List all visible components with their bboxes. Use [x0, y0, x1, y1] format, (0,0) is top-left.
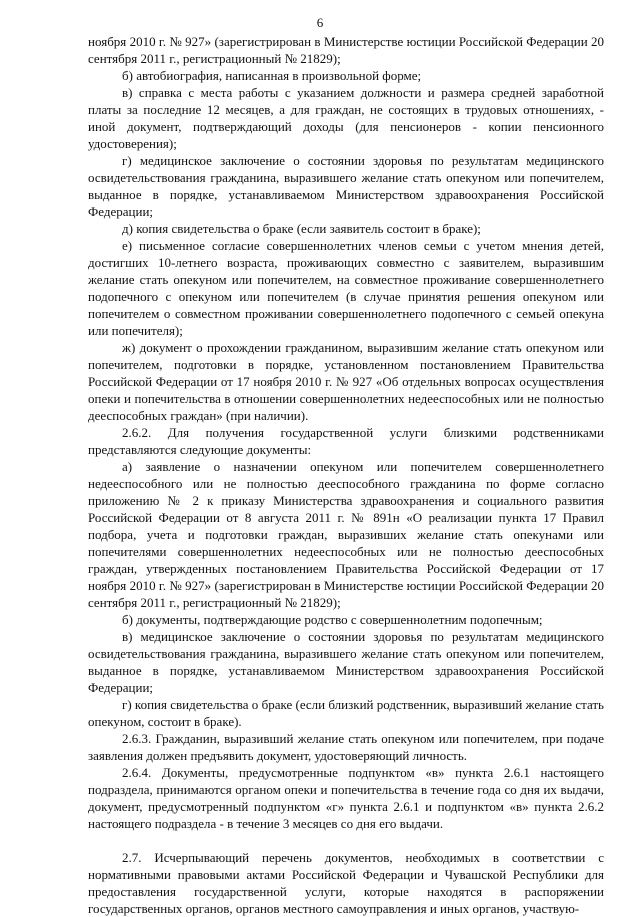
- paragraph-item-g: г) медицинское заключение о состоянии здоровья по результатам медицинского освидетельствования гражданина, выразившего желание стать опекуном или попечителем, выданное в порядке, устанавливаемом Министерством здравоохранения Российской Федерации;: [88, 153, 604, 219]
- paragraph-item-v: в) справка с места работы с указанием должности и размера средней заработной платы за последние 12 месяцев, а для граждан, не состоящих в трудовых отношениях, - иной документ, подтверждающий доходы (для пенсионеров - копии пенсионного удостоверения);: [88, 85, 604, 151]
- paragraph-continuation: ноября 2010 г. № 927» (зарегистрирован в Министерстве юстиции Российской Федерации 20 сентября 2011 г., регистрационный № 21829);: [88, 34, 604, 66]
- paragraph-2-6-2: 2.6.2. Для получения государственной услуги близкими родственниками представляются следующие документы:: [88, 425, 604, 457]
- paragraph-item-e: е) письменное согласие совершеннолетних членов семьи с учетом мнения детей, достигших 10-летнего возраста, проживающих совместно с заявителем, выразившим желание стать опекуном или попечителем, на совместное проживание совершеннолетнего подопечного с опекуном или попечителем (в случае принятия решения опекуном или попечителем о совместном проживании совершеннолетнего подопечного с семьей опекуна или попечителя);: [88, 238, 604, 338]
- paragraph-2-7: 2.7. Исчерпывающий перечень документов, необходимых в соответствии с нормативными правовыми актами Российской Федерации и Чувашской Республики для предоставления государственной услуги, которые находятся в распоряжении государственных органов, органов местного самоуправления и иных органов, участвую-: [88, 850, 604, 916]
- paragraph-2-6-3: 2.6.3. Гражданин, выразивший желание стать опекуном или попечителем, при подаче заявления должен предъявить документ, удостоверяющий личность.: [88, 731, 604, 763]
- paragraph-item-zh: ж) документ о прохождении гражданином, выразившим желание стать опекуном или попечителем, подготовки в порядке, установленном постановлением Правительства Российской Федерации от 17 ноября 2010 г. № 927 «Об отдельных вопросах осуществления опеки и попечительства в отношении совершеннолетних недееспособных или не полностью дееспособных граждан» (при наличии).: [88, 340, 604, 423]
- paragraph-item-d: д) копия свидетельства о браке (если заявитель состоит в браке);: [122, 221, 481, 236]
- paragraph-2-6-4: 2.6.4. Документы, предусмотренные подпунктом «в» пункта 2.6.1 настоящего подраздела, принимаются органом опеки и попечительства в течение года со дня их выдачи, документ, предусмотренный подпунктом «г» пункта 2.6.1 и подпунктом «в» пункта 2.6.2 настоящего подраздела - в течение 3 месяцев со дня его выдачи.: [88, 765, 604, 831]
- paragraph-2-6-2-item-v: в) медицинское заключение о состоянии здоровья по результатам медицинского освидетельствования гражданина, выразившего желание стать опекуном или попечителем, выданное в порядке, устанавливаемом Министерством здравоохранения Российской Федерации;: [88, 629, 604, 695]
- paragraph-item-b: б) автобиография, написанная в произвольной форме;: [122, 68, 422, 83]
- paragraph-2-6-2-item-b: б) документы, подтверждающие родство с совершеннолетним подопечным;: [122, 612, 543, 627]
- paragraph-2-6-2-item-a: а) заявление о назначении опекуном или попечителем совершеннолетнего недееспособного или не полностью дееспособного гражданина по форме согласно приложению № 2 к приказу Министерства здравоохранения и социального развития Российской Федерации от 8 августа 2011 г. № 891н «О реализации пункта 17 Правил подбора, учета и подготовки граждан, выразивших желание стать опекунами или попечителями совершеннолетних недееспособных или не полностью дееспособных граждан, утвержденных постановлением Правительства Российской Федерации от 17 ноября 2010 г. № 927» (зарегистрирован в Министерстве юстиции Российской Федерации 20 сентября 2011 г., регистрационный № 21829);: [88, 459, 604, 610]
- page-number: 6: [316, 15, 324, 30]
- document-body: [88, 33, 604, 917]
- paragraph-2-6-2-item-g: г) копия свидетельства о браке (если близкий родственник, выразивший желание стать опекуном, состоит в браке).: [88, 697, 604, 729]
